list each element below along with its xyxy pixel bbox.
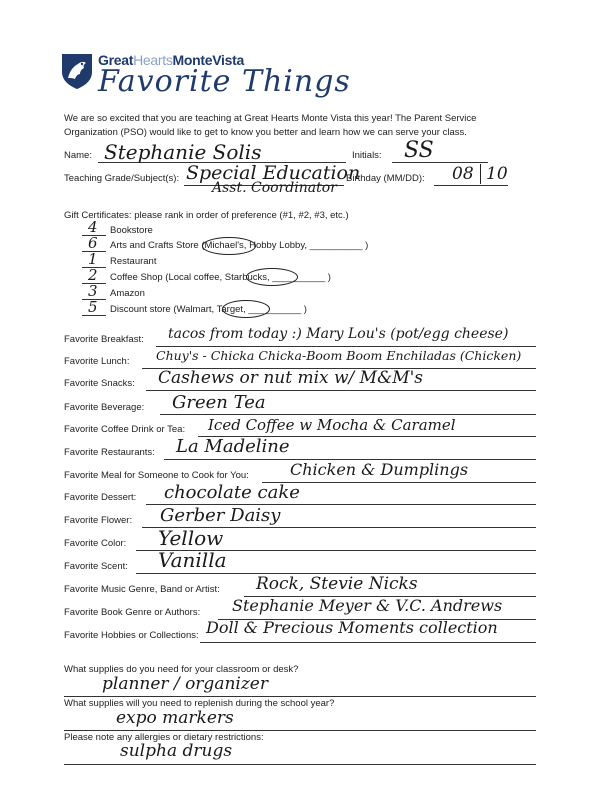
circle-target-mark [222, 300, 270, 318]
gift-label: Arts and Crafts Store (Michael's, Hobby Lobby, __________ ) [110, 240, 369, 251]
gift-label: Amazon [110, 288, 145, 299]
favorite-value[interactable]: Rock, Stevie Nicks [256, 574, 418, 594]
supplies-replenish-label: What supplies will you need to replenish during the school year? [64, 698, 335, 709]
favorite-label: Favorite Music Genre, Band or Artist: [64, 584, 220, 595]
supplies-replenish-value[interactable]: expo markers [116, 708, 234, 728]
gift-rank-line [82, 315, 106, 316]
supplies-desk-line [64, 696, 536, 697]
favorite-value[interactable]: La Madeline [176, 436, 290, 457]
gift-rank[interactable]: 5 [88, 298, 98, 316]
gift-heading: Gift Certificates: please rank in order of preference (#1, #2, #3, etc.) [64, 210, 349, 221]
favorite-value[interactable]: Chuy's - Chicka Chicka-Boom Boom Enchiladas (Chicken) [156, 348, 522, 363]
favorite-label: Favorite Coffee Drink or Tea: [64, 424, 186, 435]
favorite-label: Favorite Lunch: [64, 356, 130, 367]
favorite-value[interactable]: Stephanie Meyer & V.C. Andrews [232, 596, 503, 615]
name-label: Name: [64, 150, 92, 161]
favorite-label: Favorite Snacks: [64, 378, 135, 389]
grade-label: Teaching Grade/Subject(s): [64, 173, 180, 184]
gift-rank[interactable]: 6 [88, 234, 98, 252]
allergies-value[interactable]: sulpha drugs [120, 741, 233, 761]
birthday-month[interactable]: 08 [452, 164, 474, 184]
grade-value[interactable]: Special Education [186, 162, 361, 184]
favorite-line [156, 346, 536, 347]
favorite-label: Favorite Beverage: [64, 402, 145, 413]
favorite-label: Favorite Flower: [64, 515, 133, 526]
supplies-replenish-line [64, 730, 536, 731]
birthday-label: Birthday (MM/DD): [346, 173, 425, 184]
favorite-label: Favorite Color: [64, 538, 127, 549]
favorite-value[interactable]: tacos from today :) Mary Lou's (pot/egg cheese) [168, 326, 509, 342]
favorite-value[interactable]: chocolate cake [164, 482, 300, 503]
gift-label: Coffee Shop (Local coffee, Starbucks, __________ ) [110, 272, 331, 283]
favorite-line [262, 482, 536, 483]
birthday-divider [480, 164, 481, 184]
circle-michaels-mark [202, 237, 256, 255]
page-title: Favorite Things [98, 64, 351, 99]
favorite-value[interactable]: Gerber Daisy [160, 505, 281, 526]
favorite-value[interactable]: Green Tea [172, 392, 266, 413]
intro-text: We are so excited that you are teaching at Great Hearts Monte Vista this year! The Parent Service Organization (PSO) would like to get to know you better and learn how we can serve your class. [64, 113, 477, 138]
logo-hearts: Hearts [133, 52, 173, 68]
favorite-label: Favorite Dessert: [64, 492, 137, 503]
favorite-label: Favorite Restaurants: [64, 447, 155, 458]
initials-value[interactable]: SS [404, 138, 434, 163]
birthday-line [434, 185, 508, 186]
favorite-label: Favorite Scent: [64, 561, 128, 572]
supplies-desk-value[interactable]: planner / organizer [102, 674, 268, 694]
favorite-value[interactable]: Chicken & Dumplings [290, 460, 469, 479]
favorite-value[interactable]: Iced Coffee w Mocha & Caramel [208, 416, 456, 434]
gift-label: Bookstore [110, 225, 153, 236]
gift-rank[interactable]: 1 [88, 250, 98, 268]
initials-label: Initials: [352, 150, 382, 161]
supplies-desk-label: What supplies do you need for your classroom or desk? [64, 664, 299, 675]
gift-label: Discount store (Walmart, Target, __________ ) [110, 304, 307, 315]
grade-value-2[interactable]: Asst. Coordinator [212, 180, 337, 196]
favorite-value[interactable]: Doll & Precious Moments collection [206, 618, 498, 637]
gift-rank[interactable]: 4 [88, 218, 98, 236]
favorite-line [160, 414, 536, 415]
gift-rank[interactable]: 3 [88, 282, 98, 300]
name-value[interactable]: Stephanie Solis [104, 140, 262, 164]
circle-starbucks-mark [246, 268, 298, 286]
favorite-label: Favorite Book Genre or Authors: [64, 607, 201, 618]
favorite-value[interactable]: Vanilla [158, 548, 227, 572]
gift-label: Restaurant [110, 256, 157, 267]
allergies-label: Please note any allergies or dietary restrictions: [64, 732, 264, 743]
birthday-day[interactable]: 10 [486, 164, 508, 184]
favorite-label: Favorite Breakfast: [64, 334, 144, 345]
logo-great: Great [98, 52, 134, 68]
allergies-line [64, 764, 536, 765]
favorite-label: Favorite Hobbies or Collections: [64, 630, 199, 641]
gift-rank[interactable]: 2 [88, 266, 98, 284]
favorite-line [146, 390, 536, 391]
logo-crest-icon [60, 52, 94, 90]
favorite-line [200, 642, 536, 643]
favorite-label: Favorite Meal for Someone to Cook for You: [64, 470, 249, 481]
favorite-value[interactable]: Cashews or nut mix w/ M&M's [158, 368, 424, 388]
logo-montevista: MonteVista [172, 52, 244, 68]
favorite-value[interactable]: Yellow [158, 526, 224, 550]
